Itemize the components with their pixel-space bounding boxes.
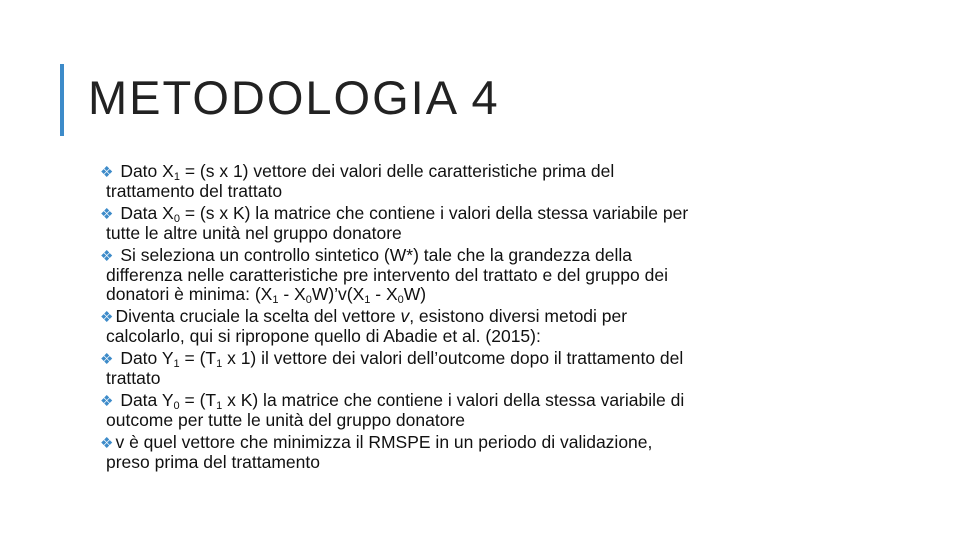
diamond-bullet-icon: ❖ bbox=[100, 351, 114, 368]
subscript: 1 bbox=[364, 294, 371, 306]
bullet-text: Data Y bbox=[115, 390, 174, 410]
bullet-text: x 1) il vettore dei valori dell’outcome dopo il trattamento del bbox=[222, 348, 684, 368]
subscript: 1 bbox=[173, 171, 180, 183]
slide-title: METODOLOGIA 4 bbox=[88, 71, 500, 124]
subscript: 1 bbox=[216, 358, 223, 370]
diamond-bullet-icon: ❖ bbox=[100, 393, 114, 410]
bullet-text: = (T bbox=[179, 348, 217, 368]
subscript: 0 bbox=[173, 400, 180, 412]
bullet-item bbox=[100, 246, 860, 304]
subscript: 1 bbox=[216, 400, 223, 412]
bullet-text: v è quel vettore che minimizza il RMSPE in un periodo di validazione, bbox=[115, 432, 653, 452]
bullet-continuation: tutte le altre unità nel gruppo donatore bbox=[106, 223, 402, 243]
bullet-continuation: trattamento del trattato bbox=[106, 181, 283, 201]
subscript: 0 bbox=[173, 213, 180, 225]
formula-text: donatori è minima: (X bbox=[106, 284, 273, 304]
subscript: 0 bbox=[305, 294, 312, 306]
bullet-text: Si seleziona un controllo sintetico (W*) tale che la grandezza della bbox=[115, 245, 632, 265]
title-accent-bar bbox=[60, 64, 64, 136]
diamond-bullet-icon: ❖ bbox=[100, 435, 114, 452]
formula-text: - X bbox=[278, 284, 306, 304]
bullet-text: = (s x 1) vettore dei valori delle caratteristiche prima del bbox=[179, 161, 615, 181]
subscript: 0 bbox=[397, 294, 404, 306]
bullet-item bbox=[100, 391, 860, 430]
bullet-text: = (s x K) la matrice che contiene i valori della stessa variabile per bbox=[179, 203, 689, 223]
diamond-bullet-icon: ❖ bbox=[100, 309, 114, 326]
subscript: 1 bbox=[272, 294, 279, 306]
diamond-bullet-icon: ❖ bbox=[100, 164, 114, 181]
bullet-item bbox=[100, 433, 860, 472]
formula-text: W) bbox=[403, 284, 427, 304]
bullet-item bbox=[100, 349, 860, 388]
bullet-continuation: outcome per tutte le unità del gruppo donatore bbox=[106, 410, 465, 430]
bullet-text: Dato Y bbox=[115, 348, 174, 368]
bullet-item bbox=[100, 204, 860, 243]
bullet-text: = (T bbox=[179, 390, 217, 410]
formula-text: - X bbox=[370, 284, 398, 304]
bullet-continuation: differenza nelle caratteristiche pre intervento del trattato e del gruppo dei bbox=[106, 265, 668, 285]
diamond-bullet-icon: ❖ bbox=[100, 206, 114, 223]
bullet-item bbox=[100, 307, 860, 346]
bullet-continuation: calcolarlo, qui si ripropone quello di Abadie et al. (2015): bbox=[106, 326, 541, 346]
bullet-text: Data X bbox=[115, 203, 174, 223]
subscript: 1 bbox=[173, 358, 180, 370]
bullet-item bbox=[100, 162, 860, 201]
bullet-continuation: trattato bbox=[106, 368, 161, 388]
bullet-text: , esistono diversi metodi per bbox=[409, 306, 628, 326]
bullet-continuation: preso prima del trattamento bbox=[106, 452, 320, 472]
bullet-text: x K) la matrice che contiene i valori della stessa variabile di bbox=[222, 390, 685, 410]
formula-text: W)’v(X bbox=[311, 284, 365, 304]
italic-variable: v bbox=[400, 306, 410, 326]
bullet-text: Diventa cruciale la scelta del vettore bbox=[115, 306, 401, 326]
diamond-bullet-icon: ❖ bbox=[100, 248, 114, 265]
bullet-text: Dato X bbox=[115, 161, 174, 181]
bullet-list bbox=[100, 162, 860, 475]
